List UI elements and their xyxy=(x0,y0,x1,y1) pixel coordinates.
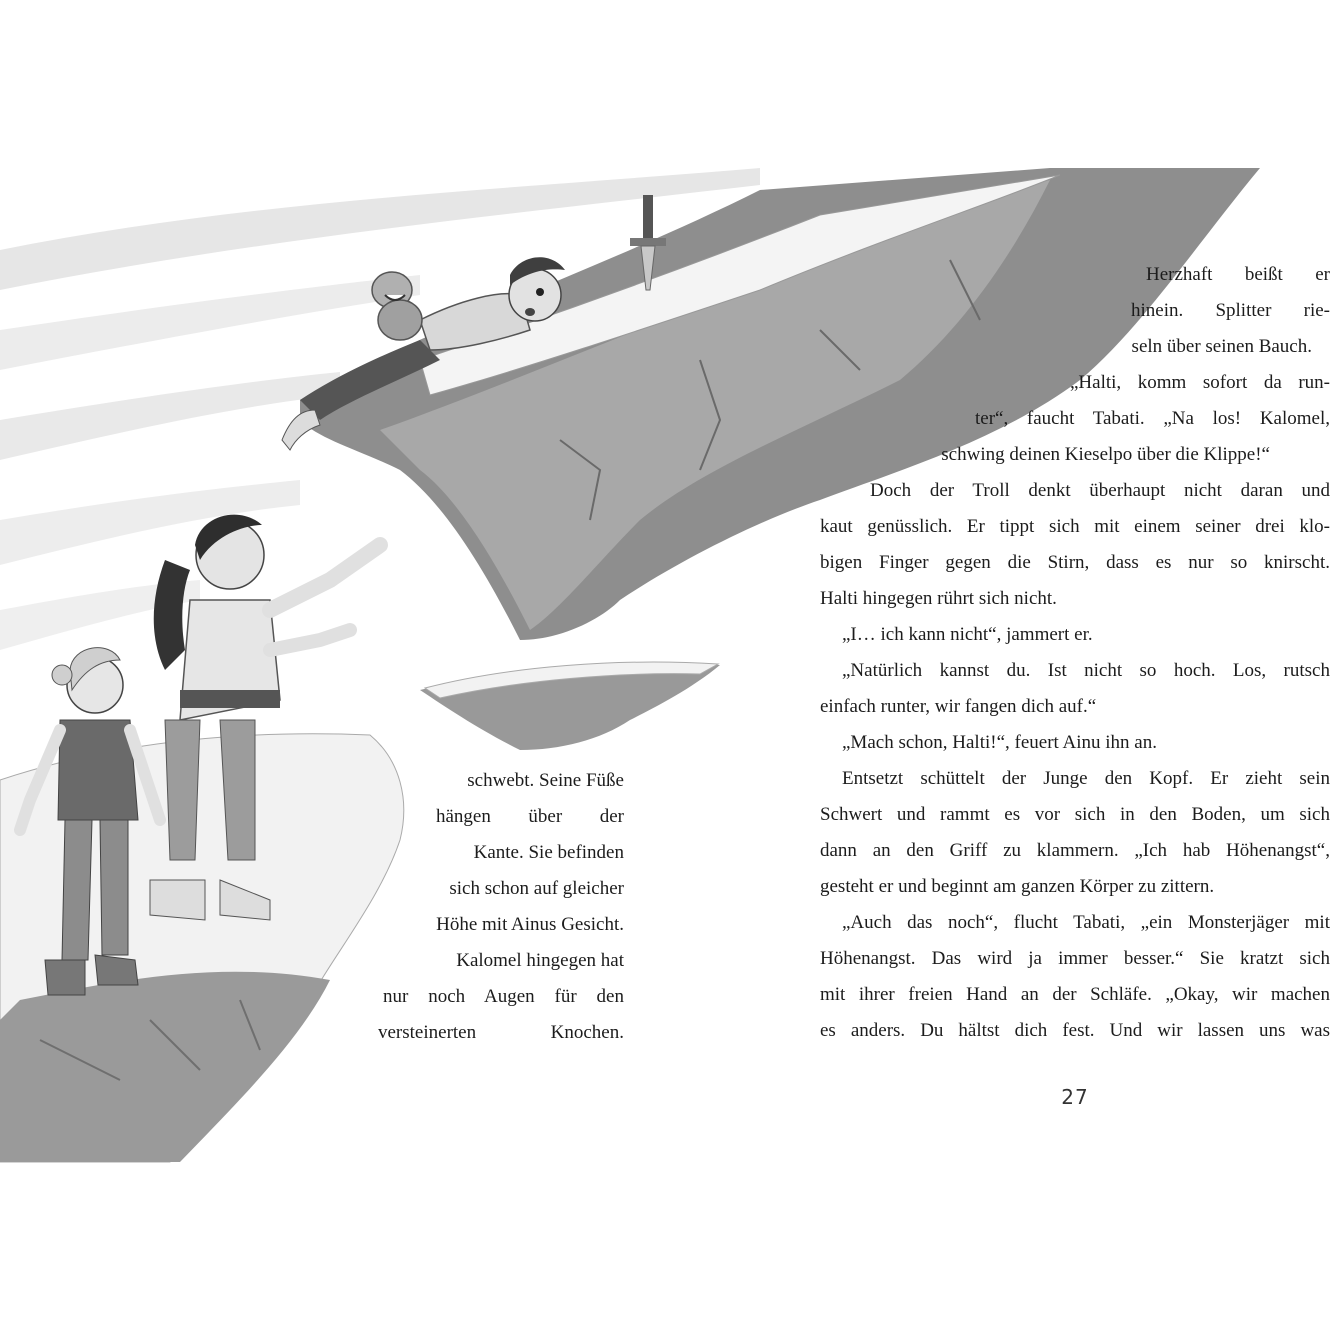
text-line: dann an den Griff zu klammern. „Ich hab Höhenangst“, xyxy=(820,840,1330,861)
text-line: schwing deinen Kieselpo über die Klippe!“ xyxy=(941,444,1270,465)
text-line: seln über seinen Bauch. xyxy=(1131,336,1312,357)
text-line: Entsetzt schüttelt der Junge den Kopf. Er zieht sein xyxy=(842,768,1330,789)
text-line: Kalomel hingegen hat xyxy=(456,950,624,971)
text-line: einfach runter, wir fangen dich auf.“ xyxy=(820,696,1097,717)
text-line: hängen über der xyxy=(436,806,624,827)
text-line: Höhenangst. Das wird ja immer besser.“ Sie kratzt sich xyxy=(820,948,1330,969)
text-line: nur noch Augen für den xyxy=(383,986,624,1007)
text-line: versteinerten Knochen. xyxy=(378,1022,624,1043)
text-line: sich schon auf gleicher xyxy=(449,878,624,899)
text-line: Halti hingegen rührt sich nicht. xyxy=(820,588,1057,609)
text-line: Schwert und rammt es vor sich in den Boden, um sich xyxy=(820,804,1330,825)
text-line: „Mach schon, Halti!“, feuert Ainu ihn an. xyxy=(842,732,1157,753)
text-line: ter“, faucht Tabati. „Na los! Kalomel, xyxy=(975,408,1330,429)
text-line: bigen Finger gegen die Stirn, dass es nur so knirscht. xyxy=(820,552,1330,573)
text-line: „I… ich kann nicht“, jammert er. xyxy=(842,624,1093,645)
page-number: 27 xyxy=(1061,1085,1089,1109)
text-line: Kante. Sie befinden xyxy=(473,842,624,863)
text-line: „Auch das noch“, flucht Tabati, „ein Monsterjäger mit xyxy=(842,912,1330,933)
text-line: kaut genüsslich. Er tippt sich mit einem seiner drei klo- xyxy=(820,516,1330,537)
text-line: Doch der Troll denkt überhaupt nicht daran und xyxy=(870,480,1330,501)
text-line: Höhe mit Ainus Gesicht. xyxy=(436,914,624,935)
floating-rock xyxy=(420,662,720,750)
text-line: schwebt. Seine Füße xyxy=(467,770,624,791)
text-line: Herzhaft beißt er xyxy=(1146,264,1330,285)
text-line: mit ihrer freien Hand an der Schläfe. „Okay, wir machen xyxy=(820,984,1330,1005)
text-line: gesteht er und beginnt am ganzen Körper zu zittern. xyxy=(820,876,1215,897)
text-line: es anders. Du hältst dich fest. Und wir lassen uns was xyxy=(820,1020,1330,1041)
text-line: „Natürlich kannst du. Ist nicht so hoch. Los, rutsch xyxy=(842,660,1330,681)
text-line: hinein. Splitter rie- xyxy=(1131,300,1330,321)
text-line: „Halti, komm sofort da run- xyxy=(1070,372,1330,393)
